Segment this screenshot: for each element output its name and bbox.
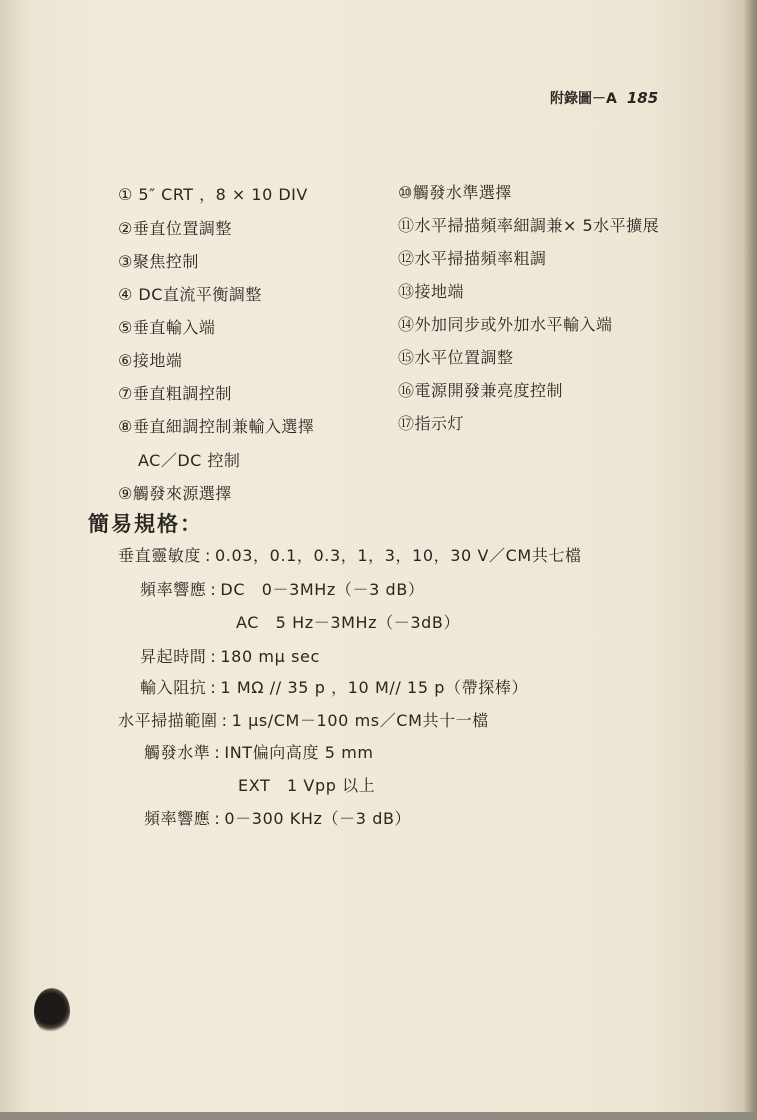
spec-label: 頻率響應 — [140, 580, 207, 599]
control-item-8-continued: AC／DC 控制 — [138, 451, 241, 470]
spec-row: 頻率響應 : 0－300 KHz（－3 dB） — [144, 806, 411, 829]
spec-value: 0－300 KHz（－3 dB） — [224, 809, 412, 828]
control-item-10: ⑩觸發水準選擇 — [398, 183, 512, 202]
spec-row-continued — [236, 610, 460, 633]
spec-label: 輸入阻抗 — [140, 678, 207, 697]
spec-value: 180 mμ sec — [220, 647, 320, 666]
page-number: 185 — [626, 89, 659, 107]
control-item-13: ⑬接地端 — [398, 282, 465, 301]
page-header — [550, 88, 680, 108]
control-item-11: ⑪水平掃描頻率細調兼× 5水平擴展 — [398, 216, 660, 235]
control-item-8: ⑧垂直細調控制兼輸入選擇 — [118, 417, 315, 436]
header-title: 附錄圖－A — [550, 91, 617, 107]
spec-row: 水平掃描範圍 : 1 μs/CM－100 ms／CM共十一檔 — [118, 708, 489, 731]
spec-row: 頻率響應 : DC 0－3MHz（－3 dB） — [140, 577, 425, 600]
spec-row: 垂直靈敏度 : 0.03，0.1，0.3，1，3，10，30 V／CM共七檔 — [118, 543, 582, 566]
control-item-16: ⑯電源開發兼亮度控制 — [398, 381, 564, 400]
spec-row: 觸發水準 : INT偏向高度 5 mm — [144, 740, 374, 763]
control-item-4: ④ DC直流平衡調整 — [118, 285, 262, 304]
control-item-1: ① 5″ CRT ，8 × 10 DIV — [118, 185, 308, 204]
page-edge-shadow — [743, 0, 757, 1120]
control-item-17: ⑰指示灯 — [398, 414, 465, 433]
spec-label: 水平掃描範圍 — [118, 711, 218, 730]
spec-row: 輸入阻抗 : 1 MΩ // 35 p ，10 M// 15 p（帶探棒） — [140, 675, 528, 698]
spec-row: 昇起時間 : 180 mμ sec — [140, 644, 320, 667]
spec-label: 垂直靈敏度 — [118, 546, 202, 565]
spec-label: 昇起時間 — [140, 647, 207, 666]
control-item-5: ⑤垂直輸入端 — [118, 318, 216, 337]
control-item-2: ②垂直位置調整 — [118, 219, 232, 238]
spec-value: DC 0－3MHz（－3 dB） — [220, 580, 425, 599]
punch-hole — [34, 988, 70, 1034]
spec-label: 觸發水準 — [144, 743, 211, 762]
specs-heading: 簡易規格： — [88, 512, 203, 536]
control-item-14: ⑭外加同步或外加水平輸入端 — [398, 315, 613, 334]
spec-value: EXT 1 Vpp 以上 — [238, 776, 376, 795]
control-item-15: ⑮水平位置調整 — [398, 348, 514, 367]
control-item-12: ⑫水平掃描頻率粗調 — [398, 249, 547, 268]
bottom-edge — [0, 1112, 757, 1120]
spec-value: 1 μs/CM－100 ms／CM共十一檔 — [231, 711, 489, 730]
spec-row-continued — [238, 773, 375, 796]
control-item-3: ③聚焦控制 — [118, 252, 199, 271]
control-item-9: ⑨觸發來源選擇 — [118, 484, 232, 503]
spec-label: 頻率響應 — [144, 809, 211, 828]
spec-value: 1 MΩ // 35 p ，10 M// 15 p（帶探棒） — [220, 678, 529, 697]
control-item-6: ⑥接地端 — [118, 351, 183, 370]
spec-value: INT偏向高度 5 mm — [224, 743, 374, 762]
spec-value: AC 5 Hz－3MHz（－3dB） — [236, 613, 461, 632]
spec-value: 0.03，0.1，0.3，1，3，10，30 V／CM共七檔 — [215, 546, 582, 565]
control-item-7: ⑦垂直粗調控制 — [118, 384, 232, 403]
